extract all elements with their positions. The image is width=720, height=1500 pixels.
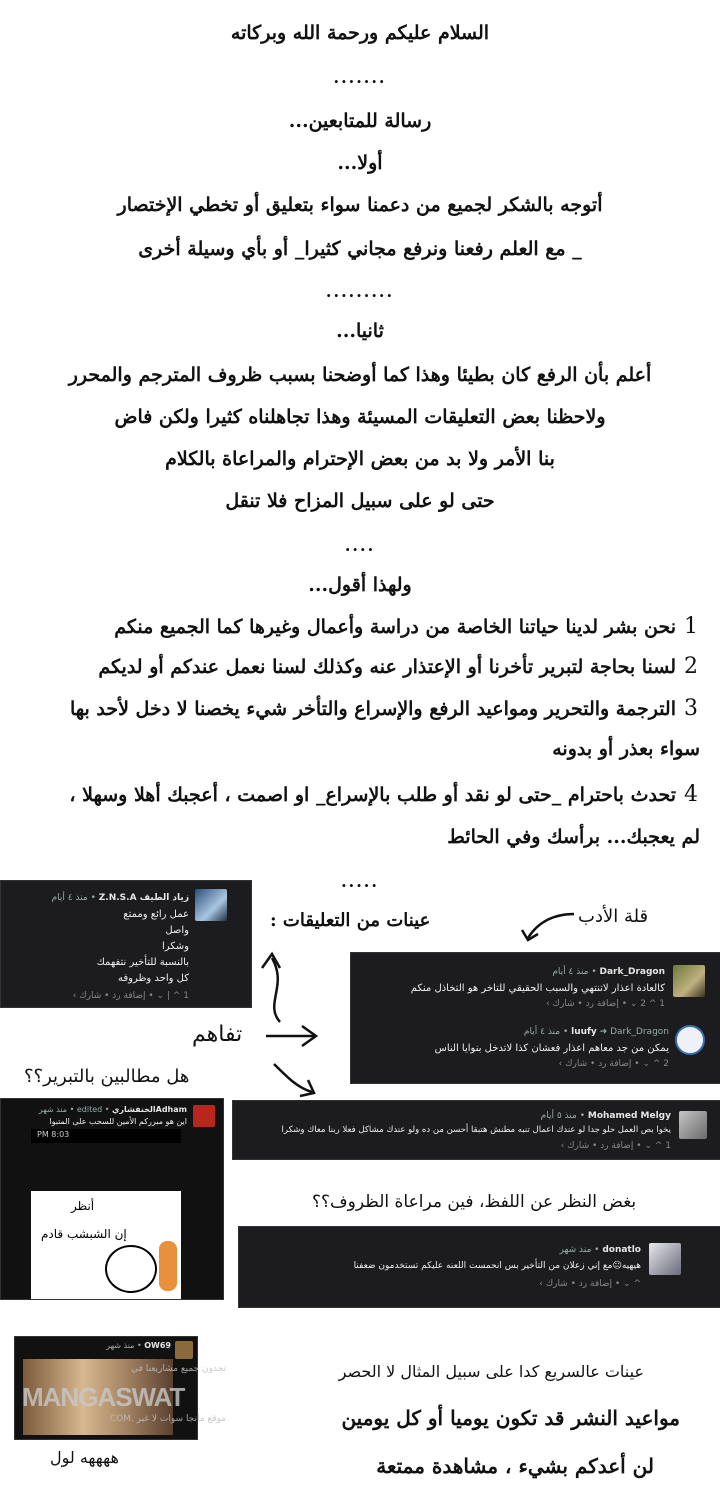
comment-text: يخوا بص العمل حلو جدا لو عندك اعمال تنبه مطنش هتبقا أحسن من ده ولو عندك مشاكل فعلا ربنا معاك وشكرا [281, 1125, 671, 1135]
comment-line: عمل رائع وممتع [123, 909, 189, 920]
justification-annotation: هل مطالبين بالتبرير؟؟ [24, 1066, 190, 1087]
meme-text-2: إن الشبشب قادم [41, 1227, 127, 1241]
note-line-1: أعلم بأن الرفع كان بطيئا وهذا كما أوضحنا بسبب ظروف المترجم والمحرر [68, 364, 652, 386]
separator-dots: ..... [341, 872, 379, 891]
phone-clock: 8:03 PM [37, 1130, 70, 1139]
slipper-icon [159, 1241, 177, 1291]
comment-meta: Dark_Dragon • منذ ٤ أيام [552, 967, 665, 977]
arrow-right-to-luufy-icon [262, 1022, 322, 1052]
comment-meta: OW69 • منذ شهر [106, 1341, 171, 1350]
comment-text: اين هو مبرركم الأمين للسحب على المتبوا [49, 1117, 187, 1126]
arrow-up-to-zn-icon [258, 946, 298, 1026]
meme-face-icon [105, 1245, 157, 1293]
note-line-3: بنا الأمر ولا بد من بعض الإحترام والمراعاة بالكلام [165, 448, 555, 470]
comment-line: وشكرا [161, 941, 189, 952]
thanks-line-1: أتوجه بالشكر لجميع من دعمنا سواء بتعليق أو تخطي الإختصار [117, 194, 603, 216]
comment-actions[interactable]: 1 ^ 2 ⌄ • إضافة رد • شارك › [546, 999, 665, 1009]
arrow-to-rudeness-icon [518, 906, 578, 946]
comment-line: كل واحد وظروفه [117, 973, 189, 984]
comment-line: واصل [165, 925, 189, 936]
second-heading: ثانيا... [336, 320, 384, 342]
thanks-line-2: _ مع العلم رفعنا ونرفع مجاني كثيرا_ أو بأي وسيلة أخرى [138, 238, 582, 260]
avatar [195, 889, 227, 921]
avatar [675, 1025, 705, 1055]
comment-text: يمكن من جد معاهم اعذار فعشان كذا لاتدخل بنوايا الناس [434, 1043, 669, 1054]
watermark-top: تجدون جميع مشاريعنا في [131, 1364, 226, 1374]
comment-meta: Adhamالخنفشاري • edited • منذ شهر [38, 1105, 187, 1114]
separator-dots: .... [344, 536, 376, 555]
first-heading: أولا... [337, 152, 383, 174]
meme-image [31, 1191, 181, 1299]
comment-card-melgy [232, 1100, 720, 1160]
meme-text-1: أنظر [71, 1199, 95, 1213]
note-line-2: ولاحظنا بعض التعليقات المسيئة وهذا تجاهلناه كثيرا ولكن فاض [114, 406, 606, 428]
comment-actions[interactable]: 2 ^ ⌄ • إضافة رد • شارك › [558, 1059, 669, 1069]
comment-meta: luufy ➜ Dark_Dragon • منذ ٤ أيام [523, 1027, 669, 1037]
comment-card-dragon [350, 952, 720, 1084]
comment-card-zn [0, 880, 252, 1008]
avatar [649, 1243, 681, 1275]
comment-actions[interactable]: ^ ⌄ • إضافة رد • شارك › [539, 1279, 641, 1289]
circumstances-annotation: بغض النظر عن اللفظ، فين مراعاة الظروف؟؟ [312, 1192, 637, 1212]
understanding-annotation: تفاهم [192, 1022, 243, 1047]
point-item: 2لسنا بحاجة لتبرير تأخرنا أو الإعتذار عنه وكذلك لسنا نعمل عندكم أو لديكم [98, 654, 698, 679]
comment-text: كالعادة اعذار لاتنتهي والسبب الحقيقي للتاخر هو التخاذل منكم [410, 983, 665, 994]
samples-heading: عينات من التعليقات : [270, 910, 431, 931]
point-continuation: سواء بعذر أو بدونه [552, 738, 700, 760]
watermark [22, 1356, 226, 1436]
samples-line: عينات عالسريع كدا على سبيل المثال لا الحصر [338, 1362, 644, 1381]
comment-card-donatlo [238, 1226, 720, 1308]
greeting: السلام عليكم ورحمة الله وبركاته [230, 22, 490, 44]
point-continuation: لم يعجبك... برأسك وفي الحائط [447, 826, 700, 848]
closing-line: لن أعدكم بشيء ، مشاهدة ممتعة [376, 1454, 654, 1478]
separator-dots: ....... [333, 68, 387, 87]
rudeness-annotation: قلة الأدب [578, 906, 649, 927]
comment-meta: Mohamed Melgy • منذ ٥ أيام [540, 1111, 671, 1121]
point-item: 1نحن بشر لدينا حياتنا الخاصة من دراسة وأعمال وغيرها كما الجميع منكم [114, 614, 698, 639]
message-to-followers: رسالة للمتابعين... [288, 110, 432, 132]
avatar [679, 1111, 707, 1139]
comment-meta: donatlo • منذ شهر [559, 1245, 641, 1255]
phone-status-bar [31, 1129, 181, 1143]
schedule-line: مواعيد النشر قد تكون يوميا أو كل يومين [341, 1406, 680, 1430]
avatar [193, 1105, 215, 1127]
note-line-4: حتى لو على سبيل المزاح فلا تنقل [225, 490, 495, 512]
arrow-to-melgy-icon [270, 1060, 320, 1100]
comment-actions[interactable]: 1 ^ | ⌄ • إضافة رد • شارك › [72, 991, 189, 1001]
comment-text: هيهيه😐مع إني زعلان من التأخير بس انحمست اللعنه عليكم تستخدمون ضعفنا [353, 1261, 641, 1271]
comment-meta: زياد الطيف Z.N.S.A • منذ ٤ أيام [51, 893, 189, 903]
point-item: 4تحدث باحترام _حتى لو نقد أو طلب بالإسراع_ او اصمت ، أعجبك أهلا وسهلا ، [69, 782, 698, 807]
so-i-say-heading: ولهذا أقول... [308, 574, 412, 596]
point-item: 3الترجمة والتحرير ومواعيد الرفع والإسراع والتأخر شيء يخصنا لا دخل لأحد بها [69, 696, 698, 721]
separator-dots: ......... [325, 282, 395, 301]
avatar [673, 965, 705, 997]
comment-line: بالنسبة للتأخير نتفهمك [96, 957, 189, 968]
comment-actions[interactable]: 1 ^ ⌄ • إضافة رد • شارك › [560, 1141, 671, 1151]
watermark-site: MANGASWAT [22, 1382, 185, 1412]
laugh-annotation: ههههه لول [50, 1448, 119, 1467]
watermark-bottom: موقع مانجا سوات لا غير .COM [109, 1414, 226, 1424]
comment-card-adham [0, 1098, 224, 1300]
